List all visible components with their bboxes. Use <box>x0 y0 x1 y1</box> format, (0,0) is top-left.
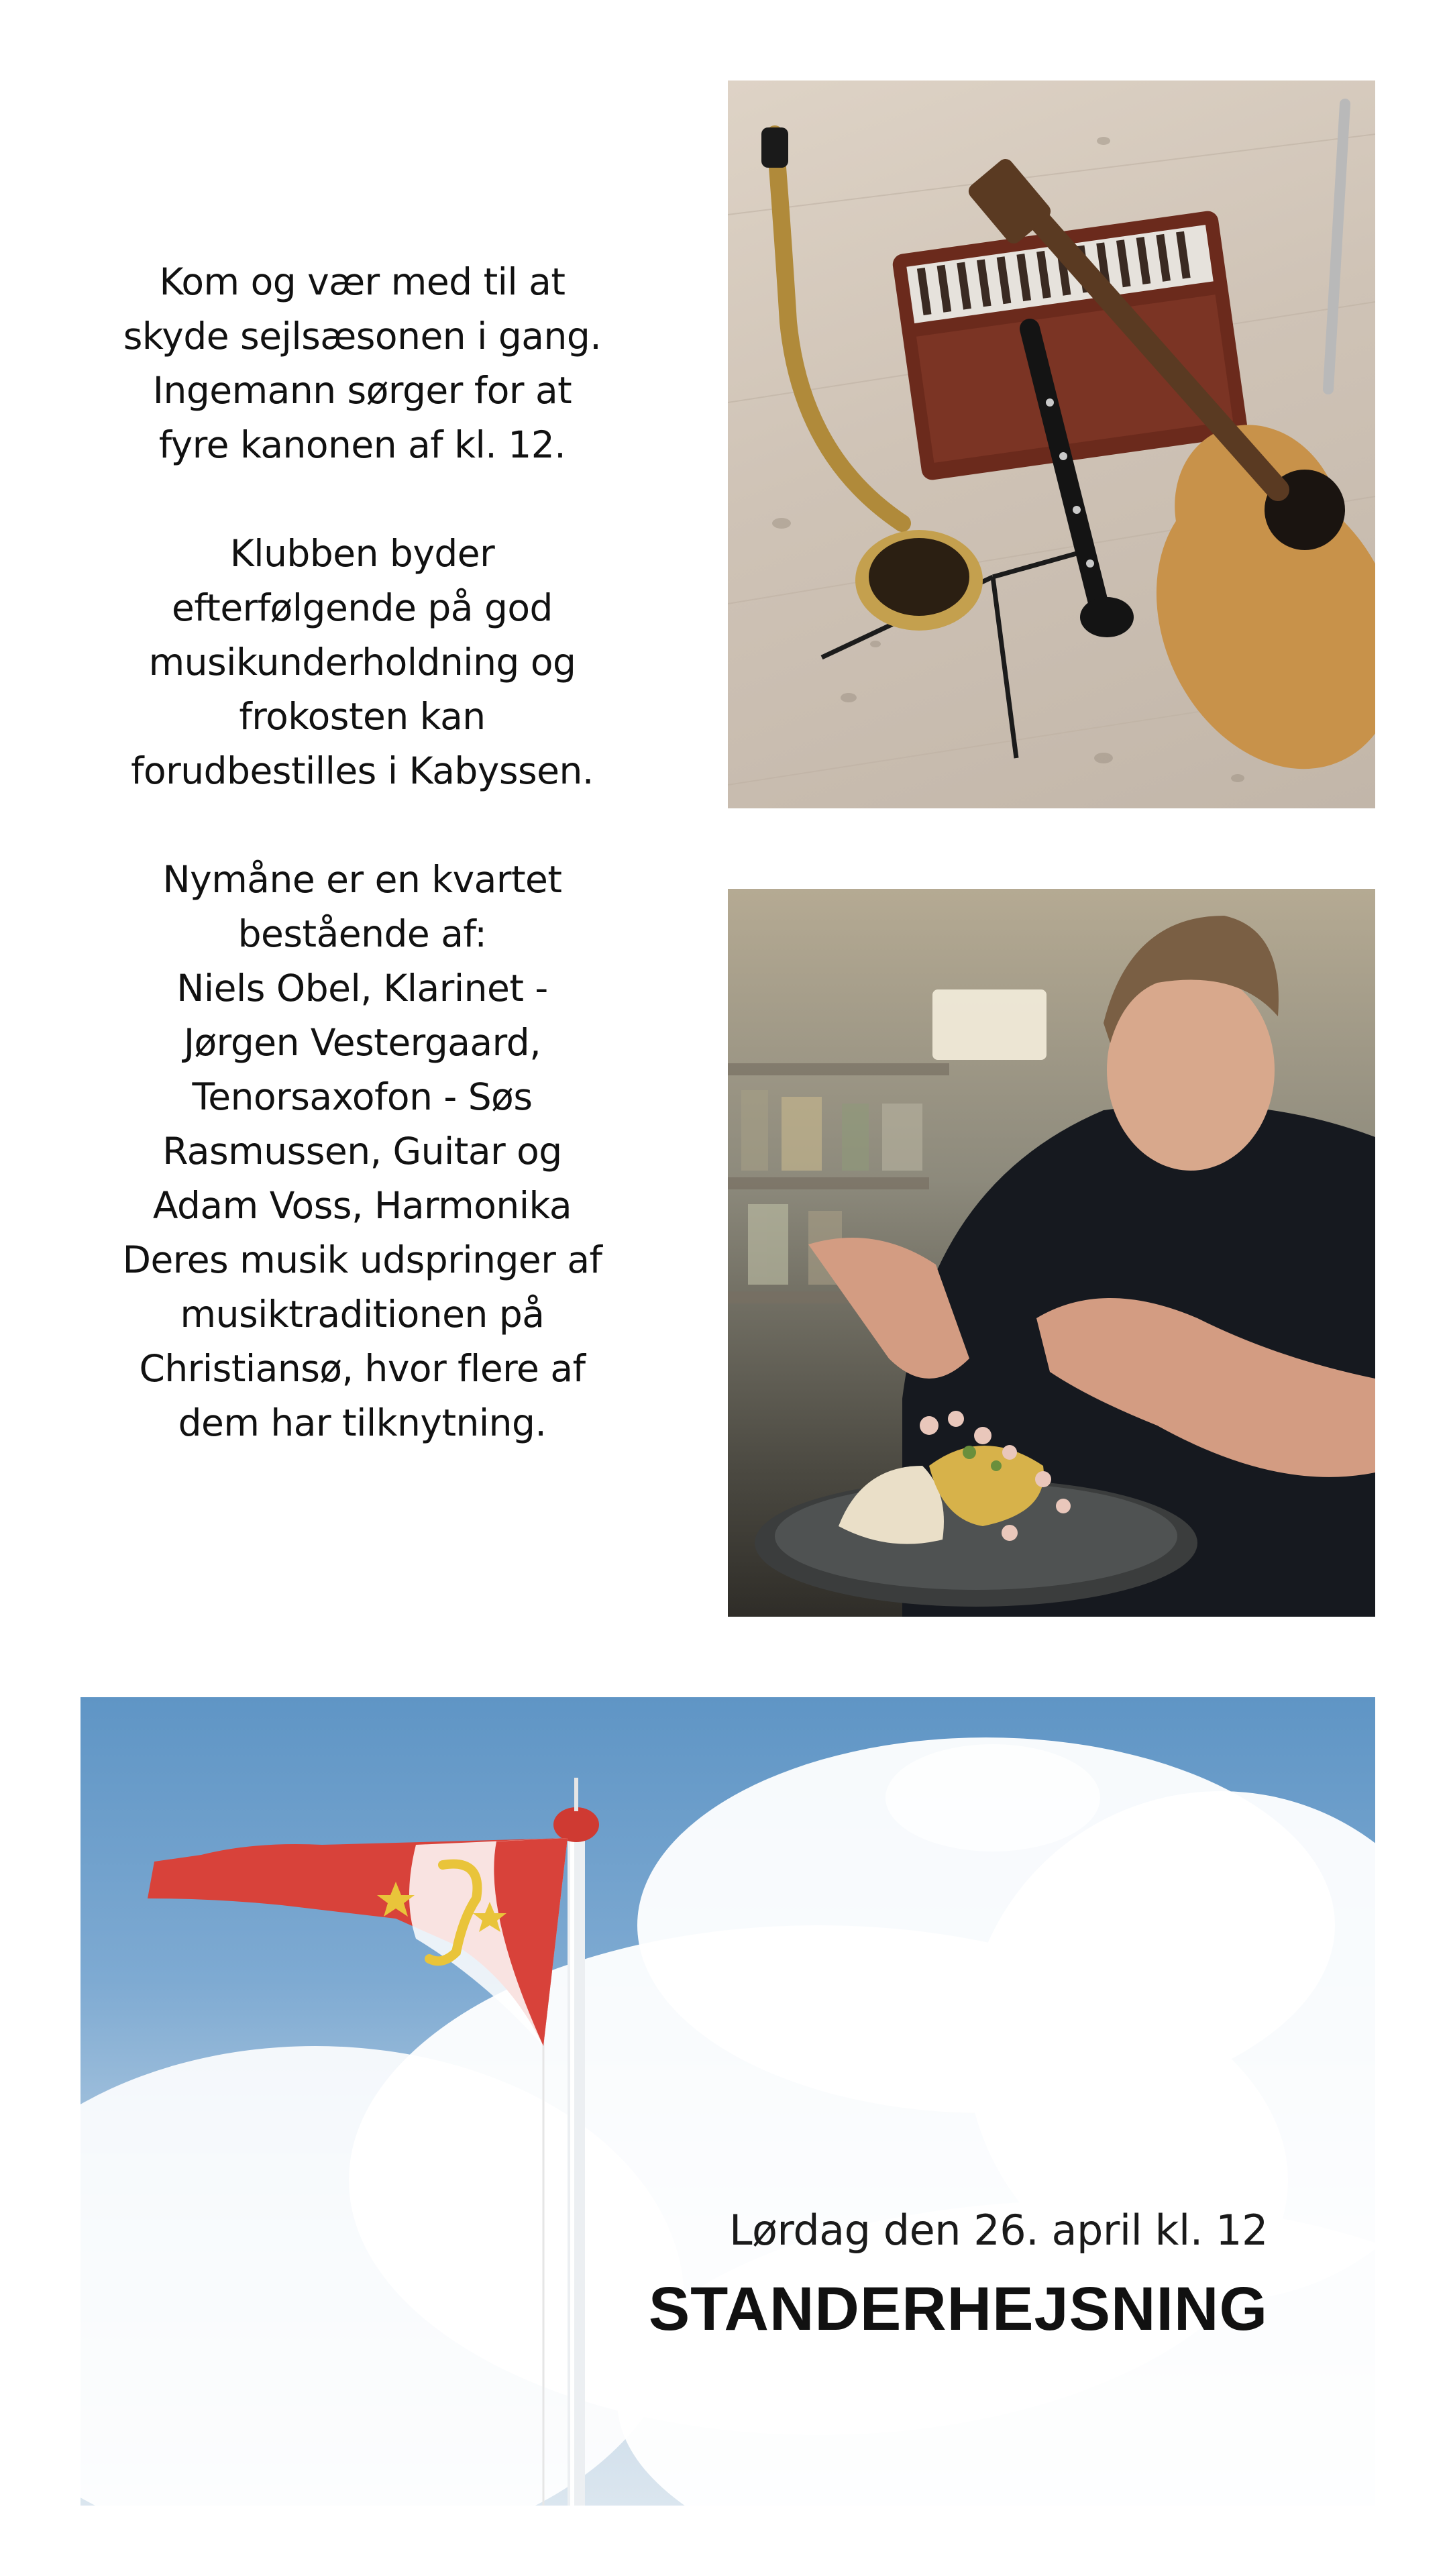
chef-photo <box>728 889 1375 1617</box>
lunch-paragraph: Klubben byder efterfølgende på god musikunderholdning og frokosten kan forudbestilles i Kabyssen. <box>131 532 594 792</box>
band-paragraph: Nymåne er en kvartet bestående af: Niels Obel, Klarinet - Jørgen Vestergaard, Tenorsaxofon - Søs Rasmussen, Guitar og Adam Voss, Harmonika Deres musik udspringer af musiktraditionen på Christiansø, hvor flere af dem har tilknytning. <box>122 858 602 1444</box>
event-description <box>101 255 624 1450</box>
flag-illustration <box>80 1697 1375 2506</box>
flag-photo <box>80 1697 1375 2506</box>
instruments-photo <box>728 80 1375 808</box>
event-title: STANDERHEJSNING <box>648 2275 1268 2343</box>
event-date: Lørdag den 26. april kl. 12 <box>729 2206 1268 2255</box>
instruments-illustration <box>728 80 1375 808</box>
event-caption <box>649 2204 1268 2346</box>
chef-illustration <box>728 889 1375 1617</box>
intro-paragraph: Kom og vær med til at skyde sejlsæsonen i gang. Ingemann sørger for at fyre kanonen af kl. 12. <box>123 260 602 466</box>
